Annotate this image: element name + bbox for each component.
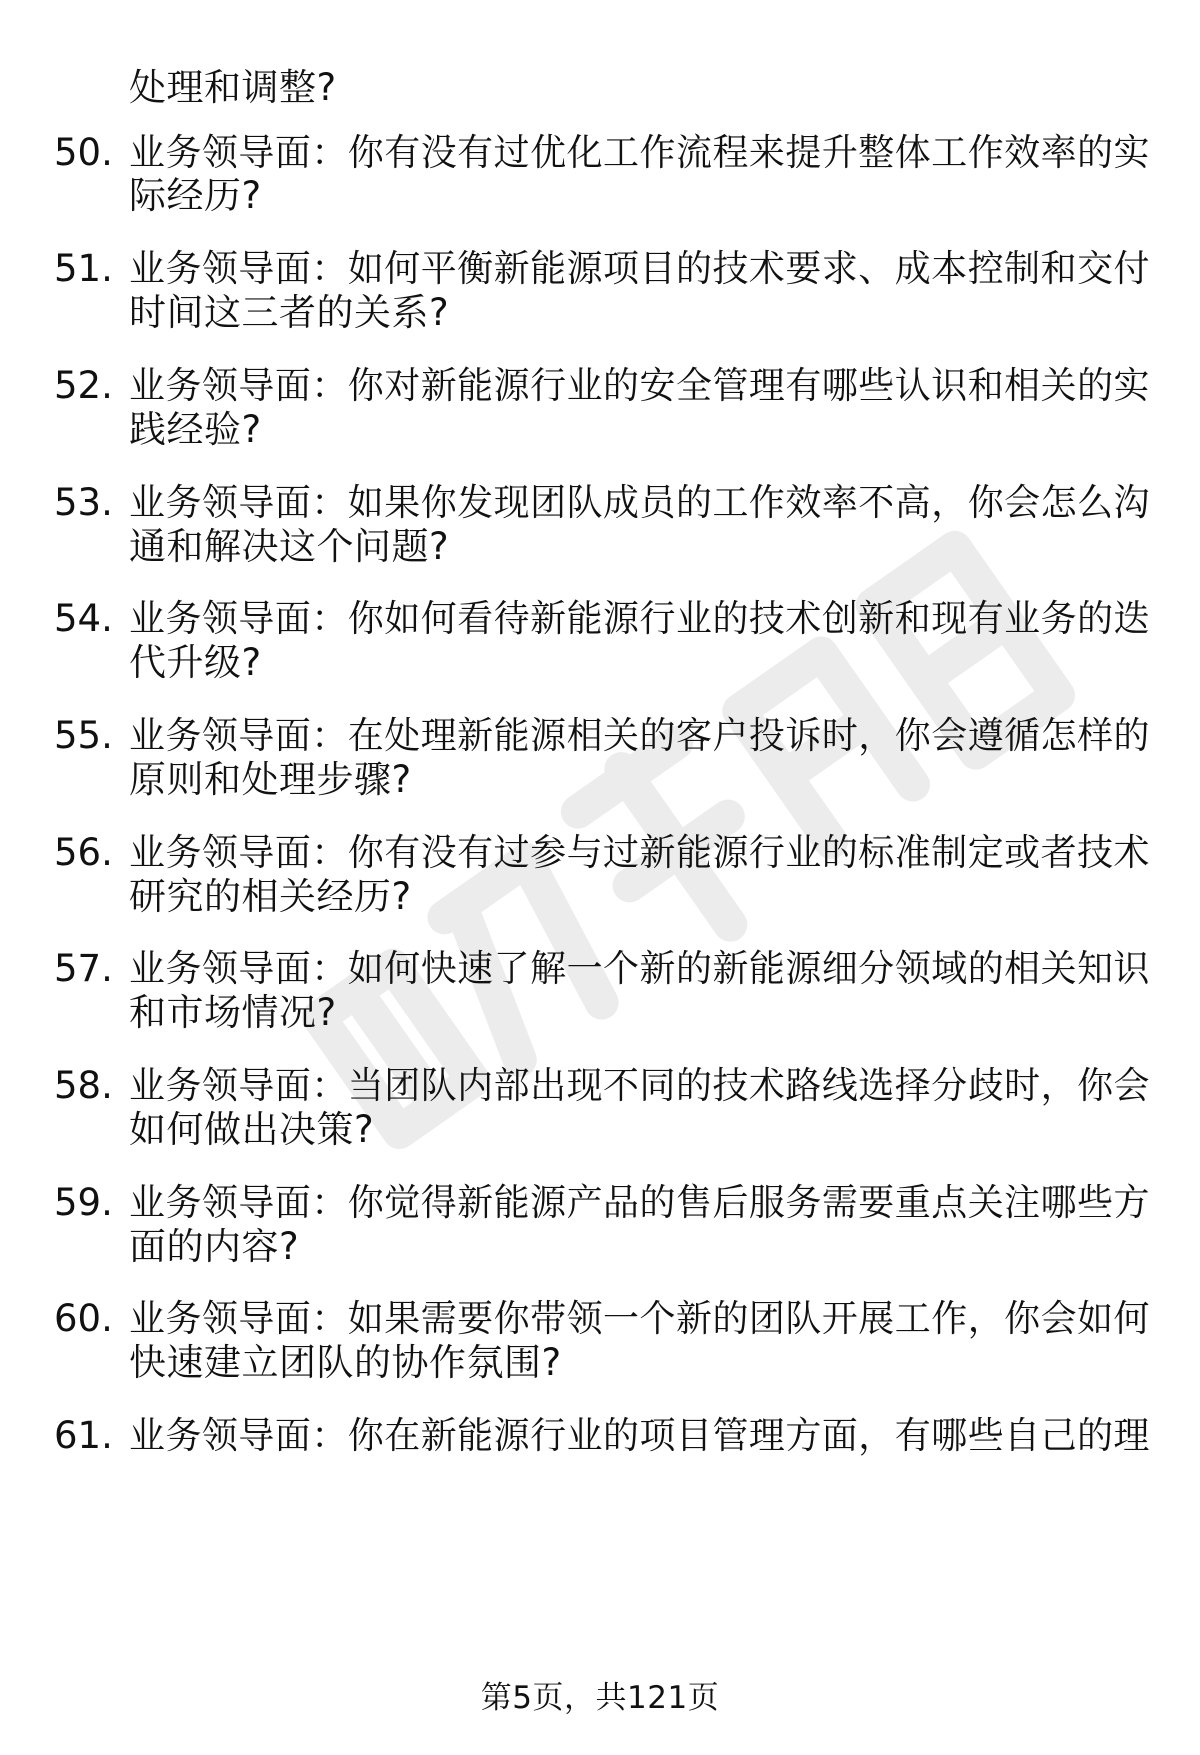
item-number: 61.	[54, 1414, 113, 1457]
item-number: 55.	[54, 714, 113, 757]
continuation-text: 处理和调整?	[129, 66, 337, 109]
item-number: 59.	[54, 1181, 113, 1224]
item-text-line2: 践经验?	[129, 408, 262, 451]
item-text-line1: 业务领导面：如何平衡新能源项目的技术要求、成本控制和交付	[129, 247, 1151, 290]
item-text-line1: 业务领导面：如果需要你带领一个新的团队开展工作，你会如何	[129, 1297, 1151, 1340]
item-number: 54.	[54, 597, 113, 640]
item-text-line1: 业务领导面：在处理新能源相关的客户投诉时，你会遵循怎样的	[129, 714, 1151, 757]
item-text-line2: 和市场情况?	[129, 991, 337, 1034]
item-number: 56.	[54, 831, 113, 874]
item-text-line2: 际经历?	[129, 174, 262, 217]
item-text-line1: 业务领导面：如何快速了解一个新的新能源细分领域的相关知识	[129, 947, 1151, 990]
item-text-line2: 面的内容?	[129, 1225, 300, 1268]
item-text-line1: 业务领导面：你对新能源行业的安全管理有哪些认识和相关的实	[129, 364, 1151, 407]
page-footer: 第5页，共121页	[480, 1680, 720, 1716]
item-text-line1: 业务领导面：你在新能源行业的项目管理方面，有哪些自己的理	[129, 1414, 1151, 1457]
item-text-line2: 研究的相关经历?	[129, 875, 412, 918]
item-number: 52.	[54, 364, 113, 407]
item-text-line1: 业务领导面：你如何看待新能源行业的技术创新和现有业务的迭	[129, 597, 1151, 640]
item-text-line2: 通和解决这个问题?	[129, 525, 450, 568]
item-text-line2: 快速建立团队的协作氛围?	[129, 1341, 562, 1384]
item-text-line2: 如何做出决策?	[129, 1108, 375, 1151]
item-text-line1: 业务领导面：你觉得新能源产品的售后服务需要重点关注哪些方	[129, 1181, 1151, 1224]
item-text-line2: 代升级?	[129, 641, 262, 684]
item-number: 50.	[54, 131, 113, 174]
item-number: 60.	[54, 1297, 113, 1340]
item-number: 57.	[54, 947, 113, 990]
item-text-line1: 业务领导面：当团队内部出现不同的技术路线选择分歧时，你会	[129, 1064, 1151, 1107]
item-number: 58.	[54, 1064, 113, 1107]
item-text-line1: 业务领导面：你有没有过优化工作流程来提升整体工作效率的实	[129, 131, 1151, 174]
item-number: 53.	[54, 481, 113, 524]
item-text-line2: 原则和处理步骤?	[129, 758, 412, 801]
item-text-line1: 业务领导面：如果你发现团队成员的工作效率不高，你会怎么沟	[129, 481, 1151, 524]
item-text-line1: 业务领导面：你有没有过参与过新能源行业的标准制定或者技术	[129, 831, 1151, 874]
item-text-line2: 时间这三者的关系?	[129, 291, 450, 334]
item-number: 51.	[54, 247, 113, 290]
